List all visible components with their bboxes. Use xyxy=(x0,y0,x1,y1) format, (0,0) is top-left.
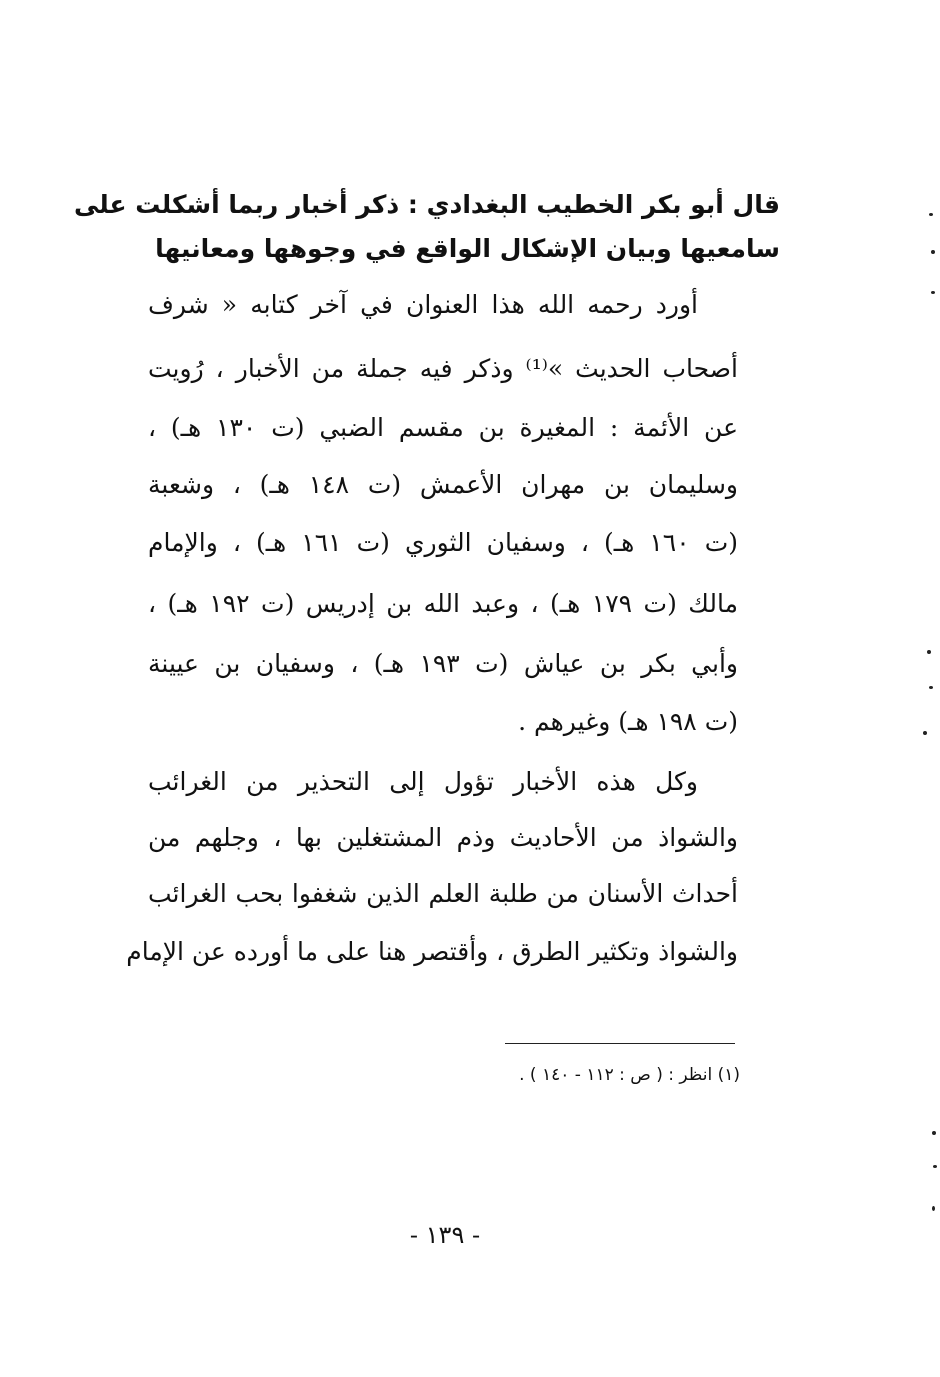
body-line: وأبي بكر بن عياش (ت ١٩٣ هـ) ، وسفيان بن عيينة xyxy=(148,649,738,678)
body-line: (ت ١٩٨ هـ) وغيرهم . xyxy=(518,707,738,736)
body-line: (ت ١٦٠ هـ) ، وسفيان الثوري (ت ١٦١ هـ) ، والإمام xyxy=(148,528,738,557)
body-line: وكل هذه الأخبار تؤول إلى التحذير من الغرائب xyxy=(148,767,698,796)
footnote-separator xyxy=(505,1043,735,1044)
section-heading-line-2: سامعيها وبيان الإشكال الواقع في وجوهها ومعانيها xyxy=(155,234,780,263)
scan-speck xyxy=(932,1206,935,1211)
body-line: والشواذ من الأحاديث وذم المشتغلين بها ، وجلهم من xyxy=(148,823,738,852)
scan-speck xyxy=(929,213,933,216)
body-line: مالك (ت ١٧٩ هـ) ، وعبد الله بن إدريس (ت ١٩٢ هـ) ، xyxy=(148,589,738,618)
scan-speck xyxy=(931,291,935,294)
body-line: أورد رحمه الله هذا العنوان في آخر كتابه « شرف xyxy=(148,290,698,319)
section-heading-line-1: قال أبو بكر الخطيب البغدادي : ذكر أخبار ربما أشكلت على xyxy=(74,190,780,219)
body-line: والشواذ وتكثير الطرق ، وأقتصر هنا على ما أورده عن الإمام xyxy=(126,937,738,966)
scan-speck xyxy=(933,1165,937,1168)
scan-speck xyxy=(929,686,933,689)
body-line: وسليمان بن مهران الأعمش (ت ١٤٨ هـ) ، وشعبة xyxy=(148,470,738,499)
body-line: أصحاب الحديث »⁽¹⁾ وذكر فيه جملة من الأخبار ، رُويت xyxy=(148,354,738,383)
body-line: أحداث الأسنان من طلبة العلم الذين شغفوا بحب الغرائب xyxy=(148,879,738,908)
scan-speck xyxy=(931,250,935,254)
scan-speck xyxy=(932,1131,936,1135)
scan-speck xyxy=(923,731,927,735)
body-line: عن الأئمة : المغيرة بن مقسم الضبي (ت ١٣٠ هـ) ، xyxy=(148,413,738,442)
footnote: (١) انظر : ( ص : ١١٢ - ١٤٠ ) . xyxy=(519,1065,740,1085)
page-number: - ١٣٩ - xyxy=(409,1221,481,1249)
scan-speck xyxy=(927,650,931,654)
